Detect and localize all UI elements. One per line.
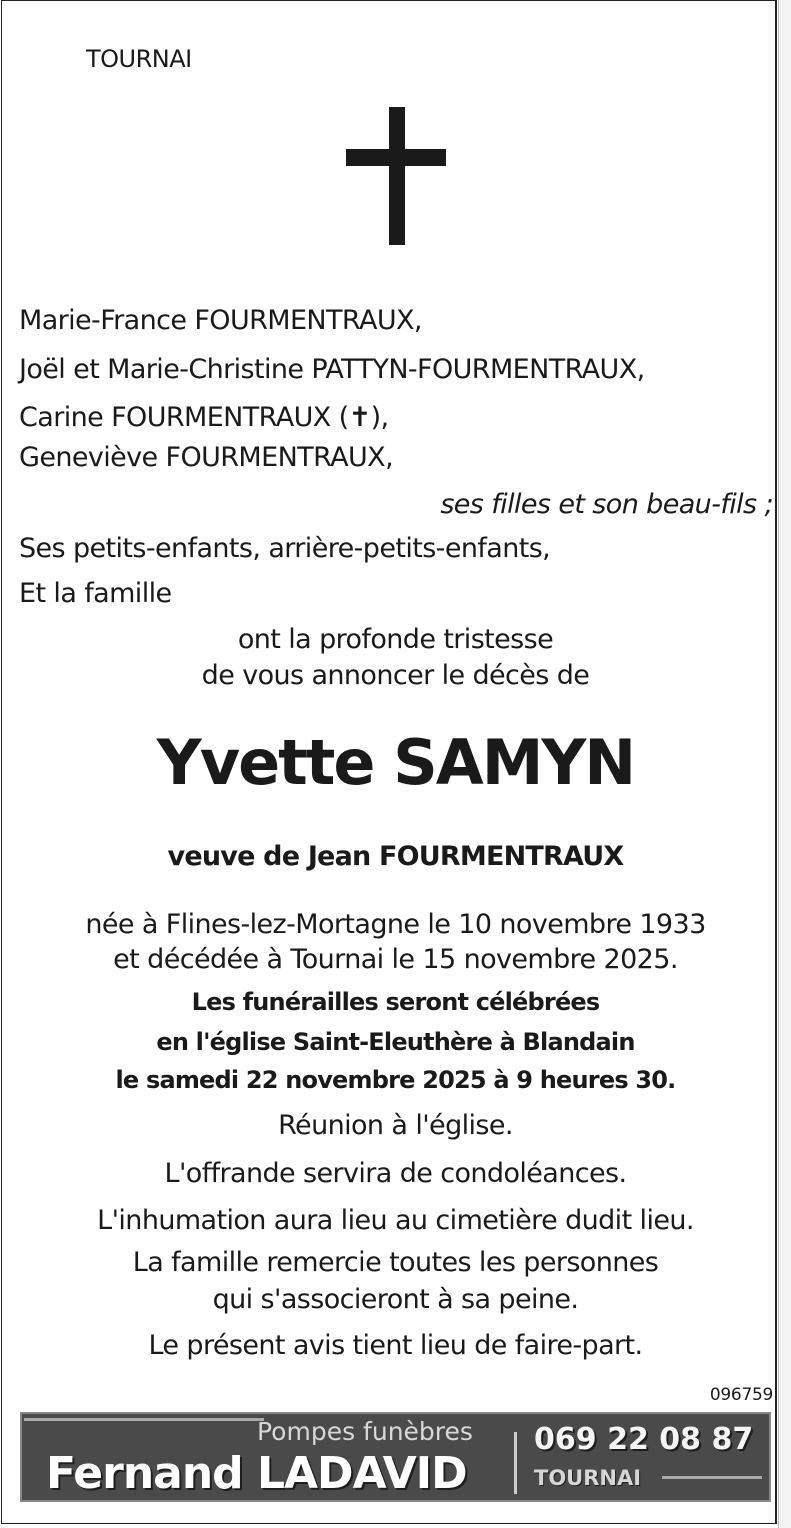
announcement-line: ont la profonde tristesse — [237, 624, 554, 655]
phone-number: 069 22 08 87 — [534, 1422, 754, 1457]
funeral-line: le samedi 22 novembre 2025 à 9 heures 30. — [115, 1066, 676, 1094]
offering-note: L'offrande servira de condoléances. — [164, 1158, 627, 1189]
banner-rule — [662, 1476, 762, 1479]
family-line: Carine FOURMENTRAUX (✝), — [19, 402, 389, 433]
family-line: Et la famille — [19, 578, 172, 609]
banner-subtitle: Pompes funèbres — [257, 1417, 473, 1446]
family-relation: ses filles et son beau-fils ; — [440, 489, 773, 520]
announcement-line: de vous annoncer le décès de — [201, 660, 590, 691]
funeral-home-banner — [20, 1412, 771, 1502]
deceased-name: Yvette SAMYN — [156, 726, 635, 799]
funeral-line: en l'église Saint-Eleuthère à Blandain — [156, 1028, 635, 1056]
death-line: et décédée à Tournai le 15 novembre 2025. — [113, 944, 678, 975]
banner-divider — [514, 1432, 517, 1494]
city-header: TOURNAI — [86, 45, 192, 73]
funeral-home-name: Fernand LADAVID — [46, 1448, 467, 1499]
family-line: Geneviève FOURMENTRAUX, — [19, 442, 394, 473]
thanks-line: qui s'associeront à sa peine. — [212, 1284, 579, 1315]
notice-line: Le présent avis tient lieu de faire-part. — [148, 1330, 643, 1361]
reference-number: 096759 — [709, 1385, 773, 1405]
family-line: Marie-France FOURMENTRAUX, — [19, 305, 422, 336]
birth-line: née à Flines-lez-Mortagne le 10 novembre 1933 — [85, 909, 706, 940]
burial-note: L'inhumation aura lieu au cimetière dudit lieu. — [97, 1205, 694, 1236]
funeral-line: Les funérailles seront célébrées — [191, 988, 600, 1016]
banner-rule — [24, 1418, 264, 1421]
widow-of: veuve de Jean FOURMENTRAUX — [167, 841, 624, 872]
funeral-home-city: TOURNAI — [534, 1466, 642, 1490]
meeting-note: Réunion à l'église. — [278, 1110, 513, 1141]
family-line: Joël et Marie-Christine PATTYN-FOURMENTRAUX, — [19, 354, 645, 385]
family-line: Ses petits-enfants, arrière-petits-enfants, — [19, 533, 551, 564]
thanks-line: La famille remercie toutes les personnes — [132, 1247, 659, 1278]
